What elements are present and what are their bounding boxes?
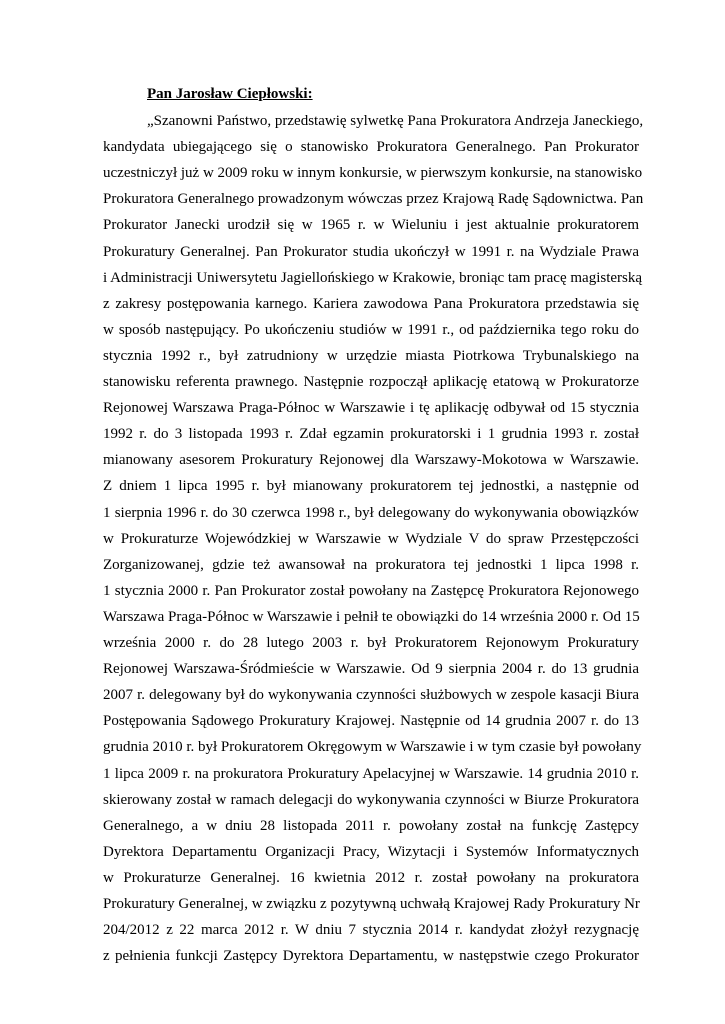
text-line: i Administracji Uniwersytetu Jagiellońskiego w Krakowie, broniąc tam pracę magisterską (103, 269, 643, 286)
text-line: 204/2012 z 22 marca 2012 r. W dniu 7 stycznia 2014 r. kandydat złożył rezygnację (103, 922, 639, 939)
text-line: 1 lipca 2009 r. na prokuratora Prokuratury Apelacyjnej w Warszawie. 14 grudnia 2010 r. (103, 765, 639, 782)
text-line: w Prokuraturze Wojewódzkiej w Warszawie w Wydziale V do spraw Przestępczości (103, 530, 639, 547)
text-line: września 2000 r. do 28 lutego 2003 r. był Prokuratorem Rejonowym Prokuratury (103, 635, 639, 651)
text-line: 1 sierpnia 1996 r. do 30 czerwca 1998 r., był delegowany do wykonywania obowiązków (103, 504, 639, 521)
text-line: Prokuratury Generalnej, w związku z pozytywną uchwałą Krajowej Rady Prokuratury Nr (103, 896, 640, 912)
text-line: Z dniem 1 lipca 1995 r. był mianowany prokuratorem tej jednostki, a następnie od (103, 478, 639, 495)
text-line: 1992 r. do 3 listopada 1993 r. Zdał egzamin prokuratorski i 1 grudnia 1993 r. został (103, 426, 639, 443)
text-line: w Prokuraturze Generalnej. 16 kwietnia 2012 r. został powołany na prokuratora (103, 869, 639, 886)
text-line: stanowisku referenta prawnego. Następnie rozpoczął aplikację etatową w Prokuratorze (103, 374, 639, 390)
text-line: Zorganizowanej, gdzie też awansował na prokuratora tej jednostki 1 lipca 1998 r. (103, 556, 639, 573)
text-line: Postępowania Sądowego Prokuratury Krajowej. Następnie od 14 grudnia 2007 r. do 13 (103, 713, 639, 730)
text-line: Prokuratury Generalnej. Pan Prokurator studia ukończył w 1991 r. na Wydziale Prawa (103, 243, 639, 260)
text-line: Warszawa Praga-Północ w Warszawie i pełnił te obowiązki do 14 września 2000 r. Od 15 (103, 608, 640, 625)
text-line: kandydata ubiegającego się o stanowisko Prokuratora Generalnego. Pan Prokurator (103, 139, 639, 156)
text-line: 1 stycznia 2000 r. Pan Prokurator został powołany na Zastępcę Prokuratora Rejonowego (103, 582, 639, 599)
text-line: stycznia 1992 r., był zatrudniony w urzędzie miasta Piotrkowa Trybunalskiego na (103, 347, 639, 364)
text-line: Rejonowej Warszawa-Śródmieście w Warszawie. Od 9 sierpnia 2004 r. do 13 grudnia (103, 661, 639, 678)
text-line: mianowany asesorem Prokuratury Rejonowej dla Warszawy-Mokotowa w Warszawie. (103, 452, 639, 469)
text-line: Prokuratora Generalnego prowadzonym wówczas przez Krajową Radę Sądownictwa. Pan (103, 191, 644, 208)
text-line: Dyrektora Departamentu Organizacji Pracy, Wizytacji i Systemów Informatycznych (103, 843, 639, 860)
text-line: w sposób następujący. Po ukończeniu studiów w 1991 r., od października tego roku do (103, 321, 639, 338)
text-line: Prokurator Janecki urodził się w 1965 r. w Wieluniu i jest aktualnie prokuratorem (103, 217, 639, 234)
text-line: z pełnienia funkcji Zastępcy Dyrektora Departamentu, w następstwie czego Prokurator (103, 948, 639, 965)
text-line: uczestniczył już w 2009 roku w innym konkursie, w pierwszym konkursie, na stanowisko (103, 165, 643, 182)
speaker-heading: Pan Jarosław Ciepłowski: (147, 86, 313, 102)
text-line: „Szanowni Państwo, przedstawię sylwetkę Pana Prokuratora Andrzeja Janeckiego, (147, 113, 644, 129)
text-line: 2007 r. delegowany był do wykonywania czynności służbowych w zespole kasacji Biura (103, 687, 639, 704)
text-line: z zakresy postępowania karnego. Kariera zawodowa Pana Prokuratora przedstawia się (103, 295, 639, 312)
text-line: Rejonowej Warszawa Praga-Północ w Warszawie i tę aplikację odbywał od 15 stycznia (103, 400, 639, 417)
text-line: skierowany został w ramach delegacji do wykonywania czynności w Biurze Prokuratora (103, 791, 639, 808)
text-line: grudnia 2010 r. był Prokuratorem Okręgowym w Warszawie i w tym czasie był powołany (103, 739, 642, 756)
text-line: Generalnego, a w dniu 28 listopada 2011 r. powołany został na funkcję Zastępcy (103, 817, 639, 834)
